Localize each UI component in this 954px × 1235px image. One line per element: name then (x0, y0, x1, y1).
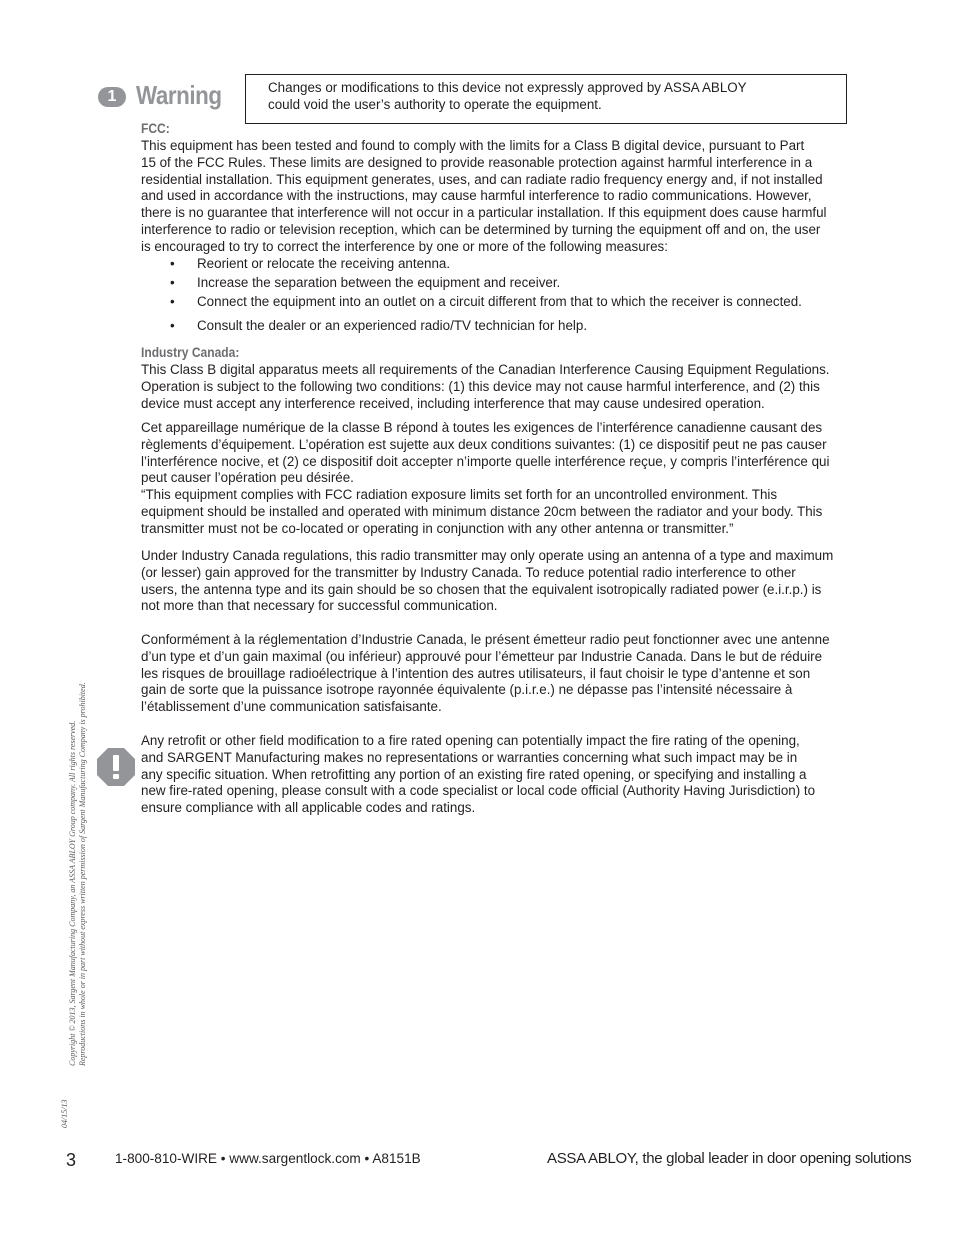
notice-line: Changes or modifications to this device not expressly approved by ASSA ABLOY (268, 80, 747, 95)
list-item-text: Reorient or relocate the receiving antenna. (197, 256, 451, 271)
paragraph-line: interference to radio or television reception, which can be determined by turning the equipment off and on, the user (141, 221, 821, 237)
paragraph-line: This equipment has been tested and found to comply with the limits for a Class B digital device, pursuant to Part (141, 138, 805, 153)
paragraph-line: and used in accordance with the instructions, may cause harmful interference to radio communications. However, (141, 188, 812, 204)
paragraph-line: device must accept any interference received, including interference that may cause undesired operation. (141, 395, 765, 411)
paragraph-line: residential installation. This equipment generates, uses, and can radiate radio frequency energy and, if not installed (141, 171, 823, 187)
step-number-badge: 1 (98, 87, 126, 107)
paragraph-line: is encouraged to try to correct the interference by one or more of the following measures: (141, 238, 668, 254)
paragraph-line: (or lesser) gain approved for the transmitter by Industry Canada. To reduce potential radio interference to other (141, 564, 796, 580)
copyright-line: Copyright © 2013, Sargent Manufacturing Company, an ASSA ABLOY Group company. All rights reserved. (68, 720, 77, 1066)
paragraph-line: This Class B digital apparatus meets all requirements of the Canadian Interference Causing Equipment Regulations. (141, 362, 830, 377)
ic-paragraph-french-and-rf (141, 420, 875, 538)
paragraph-line: Conformément à la réglementation d’Industrie Canada, le présent émetteur radio peut fonctionner avec une antenne (141, 632, 830, 647)
paragraph-line: l’interférence nocive, et (2) ce dispositif doit accepter n’importe quelle interférence reçue, y compris l’interférence qui (141, 453, 830, 469)
paragraph-line: Any retrofit or other field modification to a fire rated opening can potentially impact the fire rating of the opening, (141, 733, 800, 748)
notice-line: could void the user’s authority to operate the equipment. (268, 97, 602, 112)
bullet-icon: • (170, 318, 175, 333)
copyright-notice (68, 606, 88, 1066)
bullet-icon: • (170, 256, 175, 271)
paragraph-line: there is no guarantee that interference will not occur in a particular installation. If this equipment does cause harmful (141, 205, 827, 221)
page-number: 3 (66, 1150, 77, 1170)
paragraph-line: Under Industry Canada regulations, this radio transmitter may only operate using an antenna of a type and maximum (141, 548, 834, 563)
ic-paragraph-antenna-french (141, 632, 875, 716)
warning-title: Warning (136, 80, 222, 110)
bullet-icon: • (170, 294, 175, 309)
modification-notice-box (245, 74, 847, 124)
fire-rating-warning-paragraph (141, 733, 875, 817)
paragraph-line: new fire-rated opening, please consult with a code specialist or local code official (Authority Having Jurisdiction) to (141, 783, 816, 799)
list-item-text: Increase the separation between the equipment and receiver. (197, 275, 561, 290)
paragraph-line: Cet appareillage numérique de la classe B répond à toutes les exigences de l’interférence canadienne causant des (141, 420, 823, 435)
paragraph-line: d’un type et d’un gain maximal (ou inférieur) approuvé pour l’émetteur par Industrie Canada. Dans le but de réduire (141, 648, 823, 664)
paragraph-line: l’établissement d’une communication satisfaisante. (141, 699, 442, 715)
paragraph-line: “This equipment complies with FCC radiation exposure limits set forth for an uncontrolled environment. This (141, 487, 778, 503)
fcc-paragraph (141, 138, 875, 256)
copyright-line: Reproductions in whole or in part without express written permission of Sargent Manufacturing Company is prohibited. (78, 682, 87, 1066)
ic-paragraph-english (141, 362, 875, 412)
industry-canada-heading: Industry Canada: (141, 344, 240, 360)
exclamation-octagon-icon (96, 747, 136, 787)
paragraph-line: equipment should be installed and operated with minimum distance 20cm between the radiator and your body. This (141, 503, 823, 519)
ic-paragraph-antenna (141, 548, 875, 615)
paragraph-line: and SARGENT Manufacturing makes no representations or warranties concerning what such impact may be in (141, 749, 798, 765)
paragraph-line: any specific situation. When retrofitting any portion of an existing fire rated opening, or specifying and installing a (141, 766, 807, 782)
paragraph-line: 15 of the FCC Rules. These limits are designed to provide reasonable protection against harmful interference in a (141, 154, 813, 170)
paragraph-line: transmitter must not be co-located or operating in conjunction with any other antenna or transmitter.” (141, 520, 734, 536)
footer-contact-info: 1-800-810-WIRE • www.sargentlock.com • A8151B (115, 1151, 421, 1166)
revision-date: 04/15/13 (60, 1099, 69, 1128)
paragraph-line: les risques de brouillage radioélectrique à l’intention des autres utilisateurs, il faut choisir le type d’antenne et son (141, 665, 811, 681)
paragraph-line: gain de sorte que la puissance isotrope rayonnée équivalente (p.i.r.e.) ne dépasse pas l’intensité nécessaire à (141, 682, 793, 698)
list-item-text: Connect the equipment into an outlet on a circuit different from that to which the receiver is connected. (197, 294, 802, 309)
paragraph-line: peut causer l’opération peu désirée. (141, 470, 354, 486)
paragraph-line: Operation is subject to the following two conditions: (1) this device may not cause harmful interference, and (2) this (141, 378, 820, 394)
paragraph-line: not more than that necessary for successful communication. (141, 598, 498, 614)
list-item-text: Consult the dealer or an experienced radio/TV technician for help. (197, 318, 588, 333)
bullet-icon: • (170, 275, 175, 290)
paragraph-line: règlements d’équipement. L’opération est sujette aux deux conditions suivantes: (1) ce dispositif peut ne pas causer (141, 436, 827, 452)
footer-tagline: ASSA ABLOY, the global leader in door opening solutions (547, 1150, 912, 1167)
fcc-heading: FCC: (141, 120, 170, 136)
paragraph-line: ensure compliance with all applicable codes and ratings. (141, 800, 476, 816)
paragraph-line: users, the antenna type and its gain should be so chosen that the equivalent isotropically radiated power (e.i.r.p.) is (141, 581, 822, 597)
